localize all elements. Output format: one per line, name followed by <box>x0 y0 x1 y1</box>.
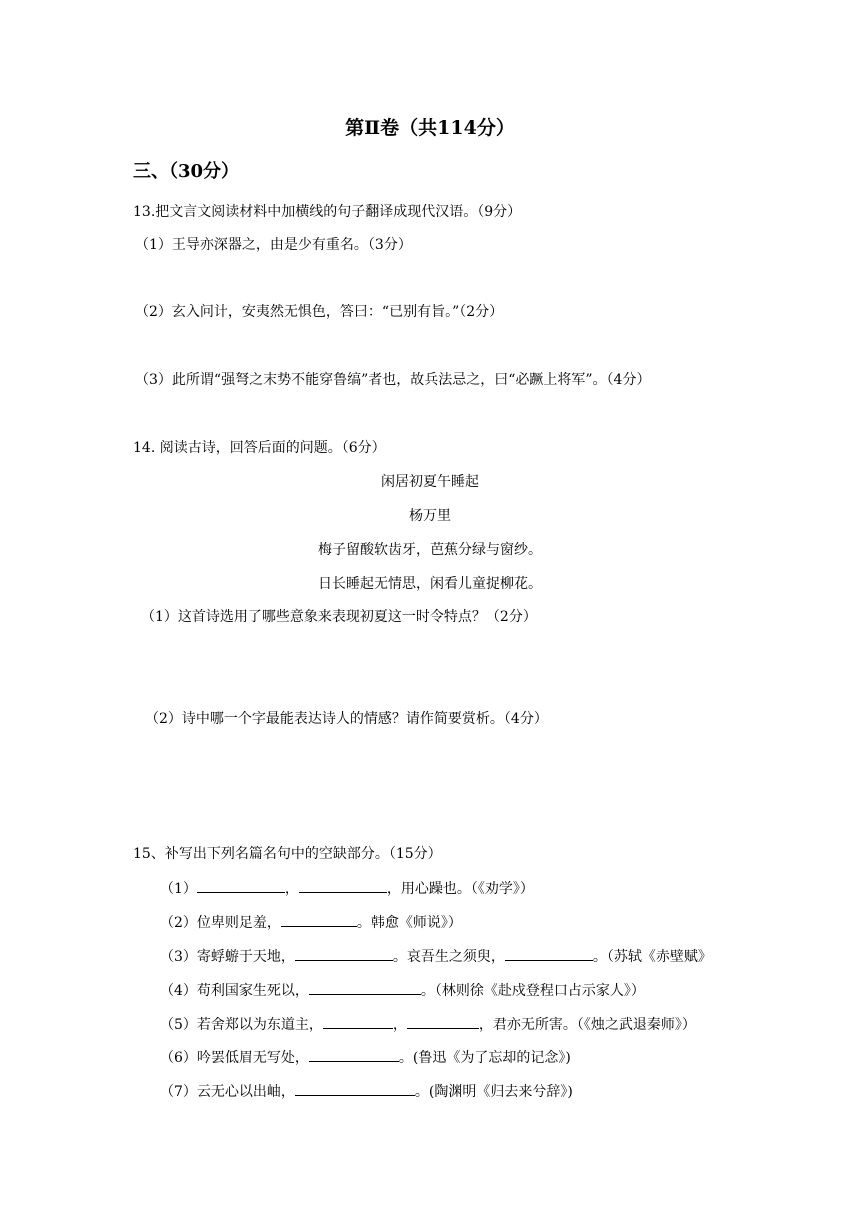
q15-item-4-text-b: 。（林则徐《赴戍登程口占示家人》） <box>420 983 645 999</box>
answer-blank[interactable] <box>309 1047 399 1062</box>
answer-blank[interactable] <box>505 946 593 961</box>
q15-item-2-text-b: 。韩愈《师说》） <box>356 915 462 931</box>
q15-item-6 <box>160 1047 571 1068</box>
answer-blank[interactable] <box>295 946 393 961</box>
q14-part1: （1）这首诗选用了哪些意象来表现初夏这一时令特点？（2分） <box>141 609 537 625</box>
answer-blank[interactable] <box>299 878 387 893</box>
section-heading: 三、（30分） <box>133 161 240 182</box>
q15-item-7-text-a: （7）云无心以出岫， <box>160 1084 295 1100</box>
poem-title: 闲居初夏午睡起 <box>381 474 479 490</box>
answer-blank[interactable] <box>295 1081 415 1096</box>
page-title: 第Ⅱ卷（共114分） <box>345 117 515 139</box>
q15-item-1-text-b: ， <box>284 881 299 897</box>
q14-part2: （2）诗中哪一个字最能表达诗人的情感？请作简要赏析。（4分） <box>145 711 548 727</box>
q15-item-2-text-a: （2）位卑则足羞， <box>160 915 281 931</box>
q13-part1: （1）王导亦深器之，由是少有重名。（3分） <box>135 237 412 253</box>
q15-item-1-text-c: ，用心躁也。（《劝学》） <box>386 881 534 897</box>
q15-item-4-text-a: （4）苟利国家生死以， <box>160 983 309 999</box>
answer-blank[interactable] <box>281 912 357 927</box>
poem-line-1: 梅子留酸软齿牙，芭蕉分绿与窗纱。 <box>318 542 542 558</box>
q15-item-5-text-c: ，君亦无所害。（《烛之武退秦师》） <box>478 1017 696 1033</box>
answer-blank[interactable] <box>323 1014 393 1029</box>
q15-item-7-text-b: 。(陶渊明《归去来兮辞》) <box>414 1084 573 1100</box>
q15-stem: 15、补写出下列名篇名句中的空缺部分。（15分） <box>133 846 442 862</box>
q15-item-3-text-c: 。（苏轼《赤壁赋》 <box>592 949 712 965</box>
q13-stem: 13.把文言文阅读材料中加横线的句子翻译成现代汉语。（9分） <box>133 204 522 220</box>
q15-item-3-text-b: 。哀吾生之须臾， <box>392 949 505 965</box>
q15-item-6-text-a: （6）吟罢低眉无写处， <box>160 1050 309 1066</box>
answer-blank[interactable] <box>309 980 421 995</box>
q15-item-3-text-a: （3）寄蜉蝣于天地， <box>160 949 295 965</box>
answer-blank[interactable] <box>197 878 285 893</box>
q13-part2: （2）玄入问计，安夷然无惧色，答曰：“已别有旨。”（2分） <box>135 304 504 320</box>
q15-item-1 <box>160 878 534 899</box>
q14-stem: 14. 阅读古诗，回答后面的问题。（6分） <box>133 440 386 456</box>
q15-item-4 <box>160 980 645 1001</box>
q15-item-7 <box>160 1081 573 1102</box>
q15-item-1-text-a: （1） <box>160 881 197 897</box>
q15-item-5-text-b: ， <box>392 1017 407 1033</box>
q15-item-5 <box>160 1014 696 1035</box>
q15-item-3 <box>160 946 712 967</box>
q15-item-6-text-b: 。(鲁迅《为了忘却的记念》) <box>398 1050 571 1066</box>
q15-item-5-text-a: （5）若舍郑以为东道主， <box>160 1017 323 1033</box>
q15-item-2 <box>160 912 462 933</box>
q13-part3: （3）此所谓“强弩之末势不能穿鲁缟”者也，故兵法忌之，曰“必蹶上将军”。（4分） <box>135 372 651 388</box>
answer-blank[interactable] <box>407 1014 479 1029</box>
poem-author: 杨万里 <box>409 508 451 524</box>
poem-line-2: 日长睡起无情思，闲看儿童捉柳花。 <box>318 576 542 592</box>
